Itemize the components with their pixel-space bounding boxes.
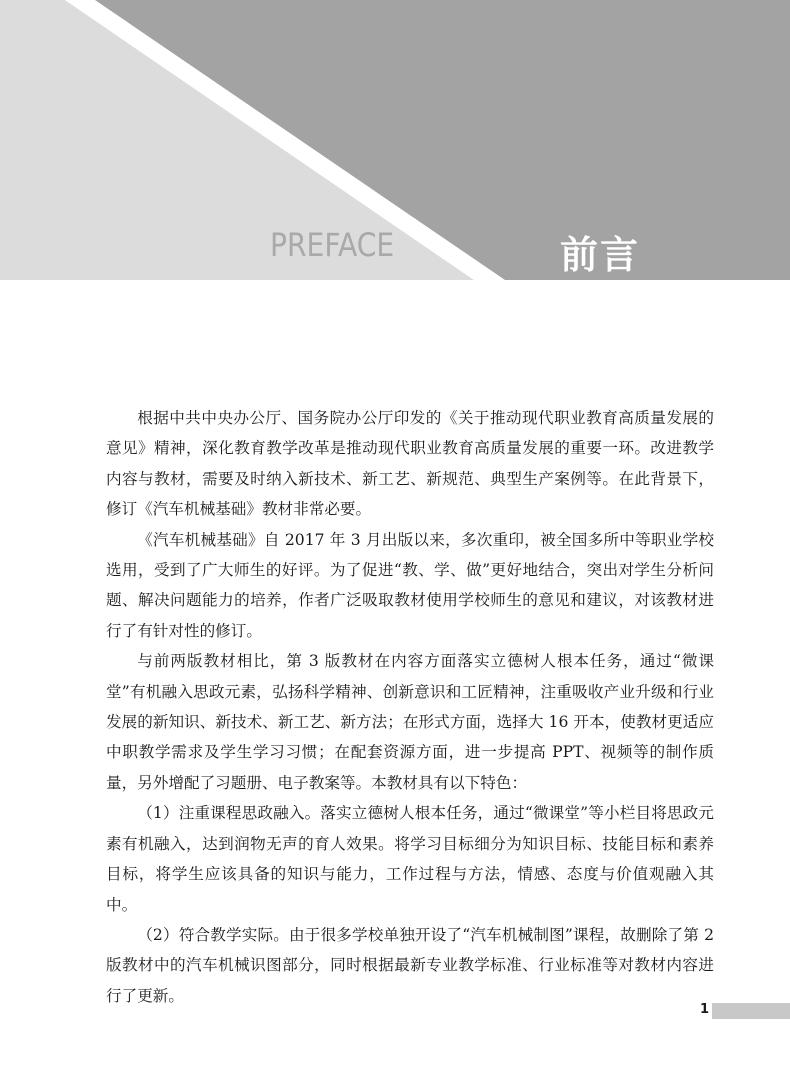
paragraph: （2）符合教学实际。由于很多学校单独开设了“汽车机械制图”课程，故删除了第 2 版教材中的汽车机械识图部分，同时根据最新专业教学标准、行业标准等对教材内容进行了更新。 xyxy=(106,925,714,1005)
paragraph: 根据中共中央办公厅、国务院办公厅印发的《关于推动现代职业教育高质量发展的意见》精神，深化教育教学改革是推动现代职业教育高质量发展的重要一环。改进教学内容与教材，需要及时纳入新技术、新工艺、新规范、典型生产案例等。在此背景下，修订《汽车机械基础》教材非常必要。 xyxy=(106,409,714,519)
english-title: PREFACE xyxy=(270,226,395,264)
page-number: 1 xyxy=(700,1002,710,1017)
paragraph: （1）注重课程思政融入。落实立德树人根本任务，通过“微课堂”等小栏目将思政元素有机融入，达到润物无声的育人效果。将学习目标细分为知识目标、技能目标和素养目标，将学生应该具备的知识与能力，工作过程与方法，情感、态度与价值观融入其中。 xyxy=(106,804,714,914)
paragraph: 与前两版教材相比，第 3 版教材在内容方面落实立德树人根本任务，通过“微课堂”有机融入思政元素，弘扬科学精神、创新意识和工匠精神，注重吸收产业升级和行业发展的新知识、新技术、新工艺、新方法；在形式方面，选择大 16 开本，使教材更适应中职教学需求及学生学习习惯；在配套资源方面，进一步提高 PPT、视频等的制作质量，另外增配了习题册、电子教案等。本教材具有以下特色： xyxy=(106,652,714,792)
chinese-title: 前言 xyxy=(560,233,641,277)
page-number-tab xyxy=(712,1003,790,1019)
preface-body xyxy=(106,403,714,1011)
paragraph: 《汽车机械基础》自 2017 年 3 月出版以来，多次重印，被全国多所中等职业学校选用，受到了广大师生的好评。为了促进“教、学、做”更好地结合，突出对学生分析问题、解决问题能力的培养，作者广泛吸取教材使用学校师生的意见和建议，对该教材进行了有针对性的修订。 xyxy=(106,530,714,640)
